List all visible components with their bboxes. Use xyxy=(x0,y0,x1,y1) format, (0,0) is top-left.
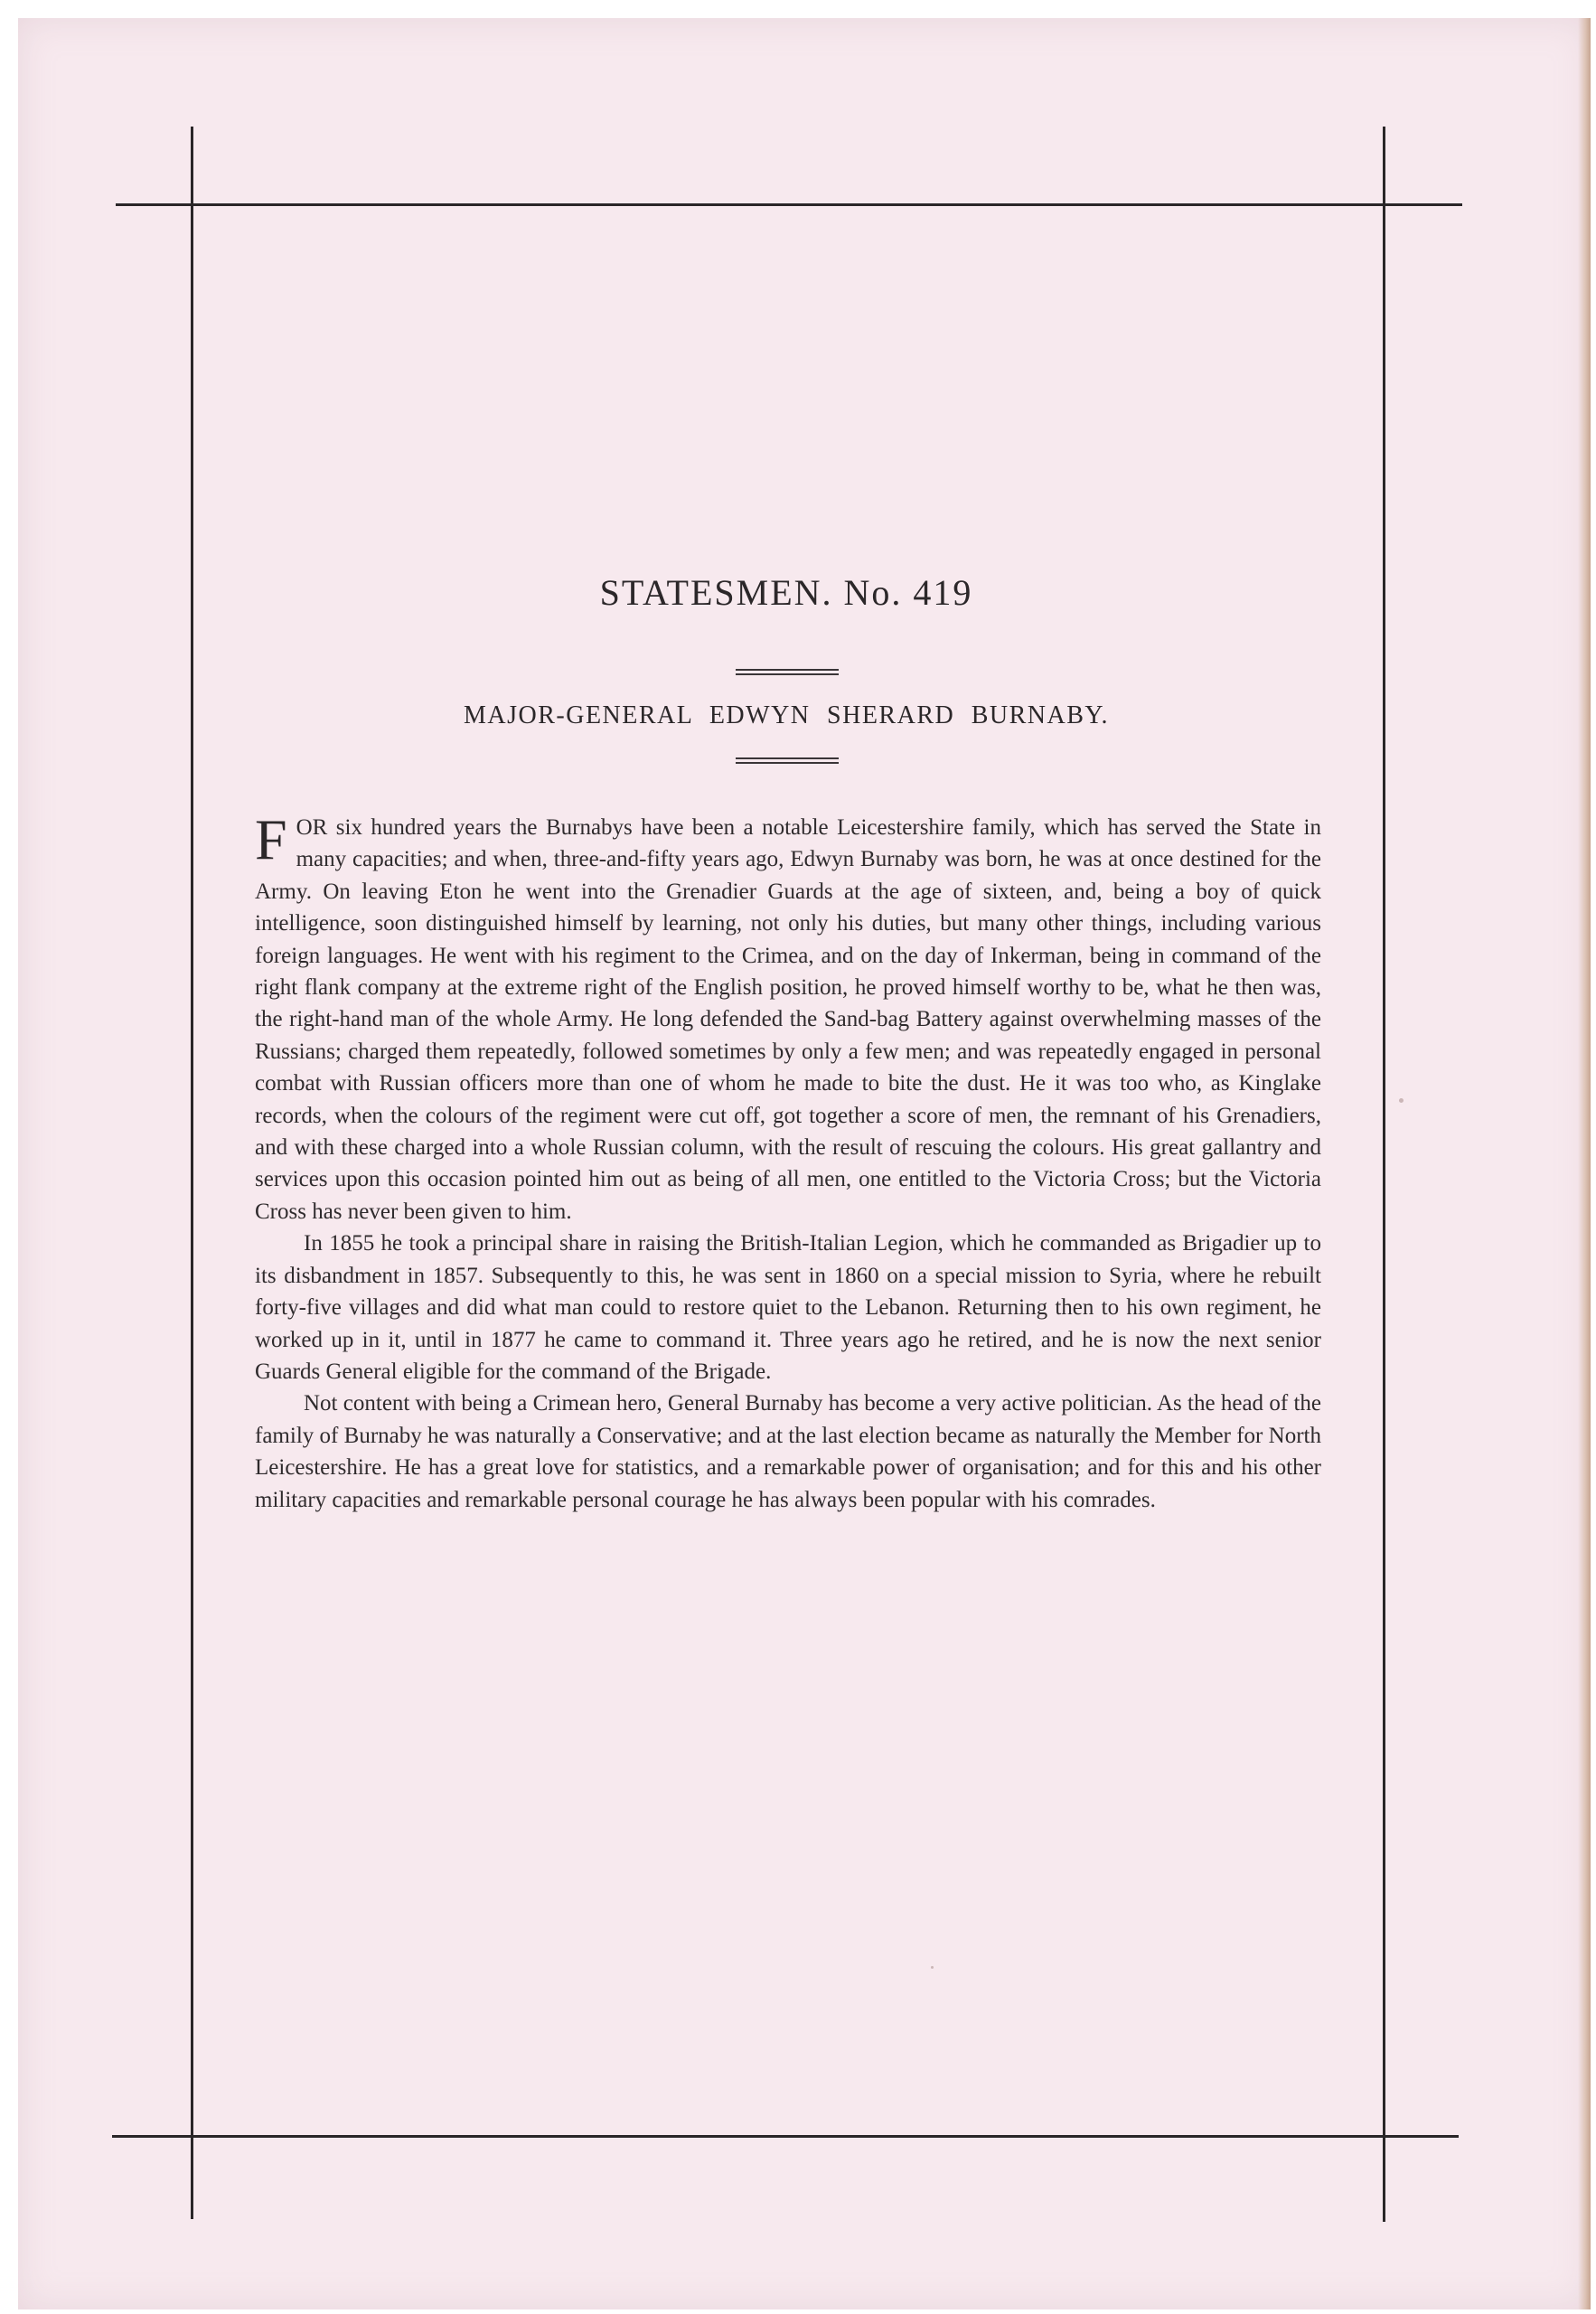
page-title: STATESMEN. No. 419 xyxy=(599,572,973,613)
frame-bottom-rule xyxy=(112,2135,1459,2138)
article-body xyxy=(255,807,1321,1516)
title-divider xyxy=(736,669,839,675)
article-paragraph-1 xyxy=(255,807,1321,1228)
frame-right-rule xyxy=(1383,127,1385,2222)
drop-cap: F xyxy=(255,807,287,871)
paper-speck xyxy=(931,1966,934,1969)
lead-words: OR xyxy=(296,815,328,840)
paper-speck xyxy=(1399,1098,1404,1103)
frame-top-rule xyxy=(116,203,1462,206)
paper-edge-stain xyxy=(1578,18,1591,2309)
article-paragraph-2: In 1855 he took a principal share in raising the British-Italian Legion, which he commanded as Brigadier up to its disbandment in 1857. Subsequently to this, he was sent in 1860 on a special mission to Syria, where he rebuilt forty-five villages and did what man could to restore quiet to the Lebanon. Returning then to his own regiment, he worked up in it, until in 1877 he came to command it. Three years ago he retired, and he is now the next senior Guards General eligible for the command of the Brigade. xyxy=(255,1231,1321,1384)
page-subtitle: MAJOR-GENERAL EDWYN SHERARD BURNABY. xyxy=(463,701,1110,729)
frame-left-rule xyxy=(191,127,193,2219)
subtitle-divider xyxy=(736,757,839,764)
paragraph-1-text: six hundred years the Burnabys have been a notable Leicestershire family, which has served the State in many capacities; and when, three-and-fifty years ago, Edwyn Burnaby was born, he was at once destined for the Army. On leaving Eton he went into the Grenadier Guards at the age of sixteen, and, being a boy of quick intelligence, soon distinguished himself by learning, not only his duties, but many other things, including various foreign languages. He went with his regiment to the Crimea, and on the day of Inkerman, being in command of the right flank company at the extreme right of the English position, he proved himself worthy to be, what he then was, the right-hand man of the whole Army. He long defended the Sand-bag Battery against overwhelming masses of the Russians; charged them repeatedly, followed sometimes by only a few men; and was repeatedly engaged in personal combat with Russian officers more than one of whom he made to bite the dust. He it was too who, as Kinglake records, when the colours of the regiment were cut off, got together a score of men, the remnant of his Grenadiers, and with these charged into a whole Russian column, with the result of rescuing the colours. His great gallantry and services upon this occasion pointed him out as being of all men, one entitled to the Victoria Cross; but the Victoria Cross has never been given to him. xyxy=(255,815,1321,1224)
article-paragraph-3: Not content with being a Crimean hero, General Burnaby has become a very active politician. As the head of the family of Burnaby he was naturally a Conservative; and at the last election became as naturally the Member for North Leicestershire. He has a great love for statistics, and a remarkable power of organisation; and for this and his other military capacities and remarkable personal courage he has always been popular with his comrades. xyxy=(255,1391,1321,1512)
